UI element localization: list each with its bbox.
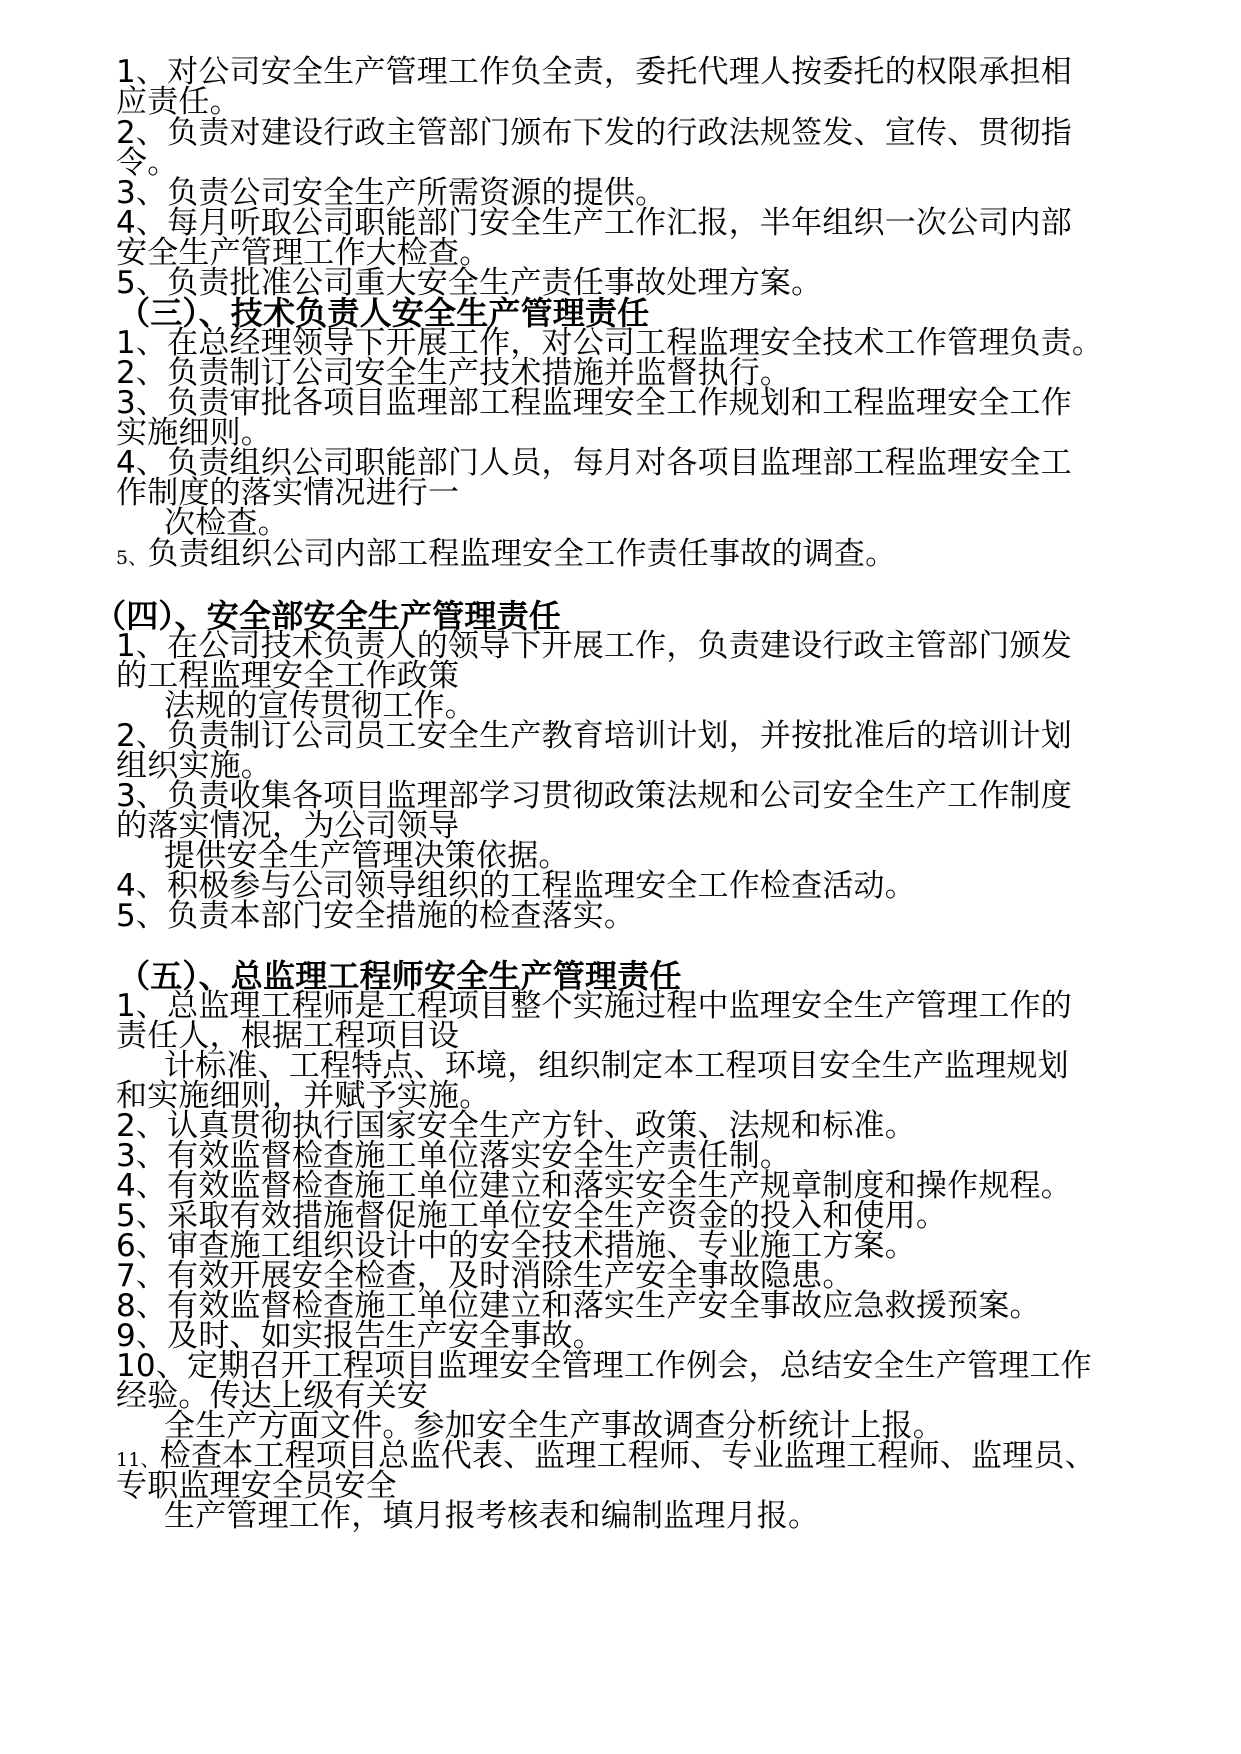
text-line: 6、审查施工组织设计中的安全技术措施、专业施工方案。 [116,1228,916,1264]
text-line [116,538,896,575]
text-line: 3、负责公司安全生产所需资源的提供。 [116,175,667,211]
text-line: 次检查。 [164,505,289,541]
text-line: 9、及时、如实报告生产安全事故。 [116,1318,604,1354]
text-line: 4、负责组织公司职能部门人员，每月对各项目监理部工程监理安全工 [116,445,1072,481]
text-line: 专职监理安全员安全 [116,1468,397,1504]
text-line: 10、定期召开工程项目监理安全管理工作例会，总结安全生产管理工作 [116,1348,1092,1384]
text-line: 全生产方面文件。参加安全生产事故调查分析统计上报。 [164,1408,944,1444]
text-line: 令。 [116,145,179,181]
item-number: 5、 [116,547,148,569]
text-line: 3、负责收集各项目监理部学习贯彻政策法规和公司安全生产工作制度 [116,778,1072,814]
text-line: 1、对公司安全生产管理工作负全责，委托代理人按委托的权限承担相 [116,54,1072,90]
text-line: 5、采取有效措施督促施工单位安全生产资金的投入和使用。 [116,1198,948,1234]
text-line: 5、负责本部门安全措施的检查落实。 [116,898,636,934]
text-line: 4、每月听取公司职能部门安全生产工作汇报，半年组织一次公司内部 [116,205,1072,241]
text-line: 法规的宣传贯彻工作。 [164,688,476,724]
text-line: 2、负责制订公司员工安全生产教育培训计划，并按批准后的培训计划 [116,718,1072,754]
text-line: 安全生产管理工作大检查。 [116,235,491,271]
text-line: 1、总监理工程师是工程项目整个实施过程中监理安全生产管理工作的 [116,988,1072,1024]
text-line: 责任人，根据工程项目设 [116,1018,460,1054]
text-line: 组织实施。 [116,748,272,784]
text-line: 4、积极参与公司领导组织的工程监理安全工作检查活动。 [116,868,916,904]
section-heading: （五）、总监理工程师安全生产管理责任 [118,957,682,995]
item-text: 负责组织公司内部工程监理安全工作责任事故的调查。 [147,536,897,572]
text-line: 3、有效监督检查施工单位落实安全生产责任制。 [116,1138,792,1174]
text-line: 3、负责审批各项目监理部工程监理安全工作规划和工程监理安全工作 [116,385,1072,421]
text-line: 经验。传达上级有关安 [116,1378,428,1414]
text-line: 实施细则。 [116,415,272,451]
text-line: 2、负责制订公司安全生产技术措施并监督执行。 [116,355,792,391]
text-line: 1、在总经理领导下开展工作，对公司工程监理安全技术工作管理负责。 [116,325,1104,361]
text-line: 4、有效监督检查施工单位建立和落实安全生产规章制度和操作规程。 [116,1168,1072,1204]
item-text: 检查本工程项目总监代表、监理工程师、专业监理工程师、监理员、 [159,1438,1096,1474]
text-line: 提供安全生产管理决策依据。 [164,838,570,874]
item-number: 11、 [116,1449,160,1471]
section-heading: （四）、安全部安全生产管理责任 [94,597,562,635]
text-line: 计标准、工程特点、环境，组织制定本工程项目安全生产监理规划 [164,1048,1069,1084]
text-line: 的工程监理安全工作政策 [116,658,460,694]
text-line: 5、负责批准公司重大安全生产责任事故处理方案。 [116,265,823,301]
text-line: 2、认真贯彻执行国家安全生产方针、政策、法规和标准。 [116,1108,916,1144]
text-line: 7、有效开展安全检查，及时消除生产安全事故隐患。 [116,1258,854,1294]
text-line: 和实施细则，并赋予实施。 [116,1078,491,1114]
text-line: 2、负责对建设行政主管部门颁布下发的行政法规签发、宣传、贯彻指 [116,115,1072,151]
text-line: 的落实情况，为公司领导 [116,808,460,844]
text-line: 作制度的落实情况进行一 [116,475,460,511]
text-line: 生产管理工作，填月报考核表和编制监理月报。 [164,1498,820,1534]
text-line: 应责任。 [116,84,241,120]
section-heading: （三）、技术负责人安全生产管理责任 [118,294,650,332]
text-line: 1、在公司技术负责人的领导下开展工作，负责建设行政主管部门颁发 [116,628,1072,664]
text-line: 8、有效监督检查施工单位建立和落实生产安全事故应急救援预案。 [116,1288,1041,1324]
